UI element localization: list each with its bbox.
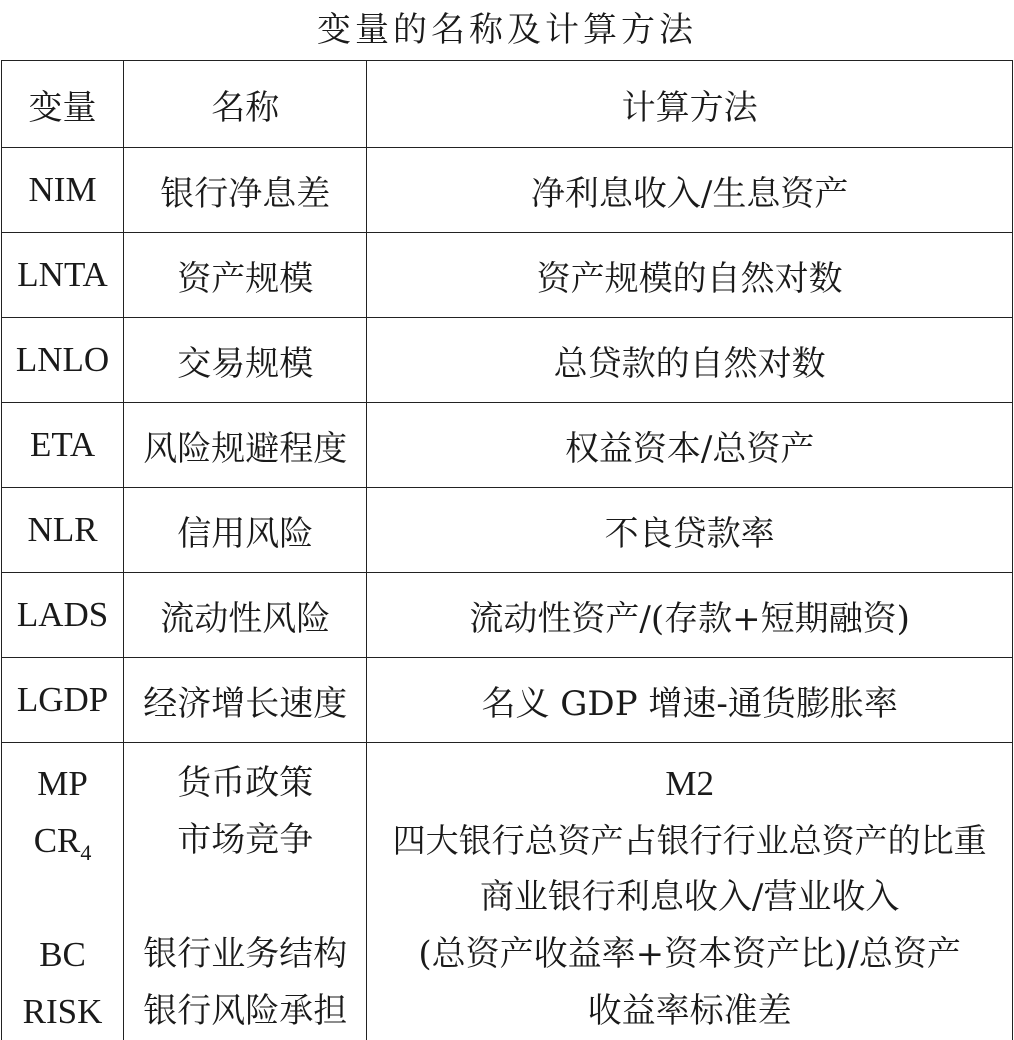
variable-cell: ETA bbox=[2, 403, 124, 488]
table-row bbox=[2, 148, 1013, 233]
method-line: 四大银行总资产占银行行业总资产的比重 bbox=[367, 812, 1012, 869]
table-row bbox=[2, 488, 1013, 573]
variable-cell: NLR bbox=[2, 488, 124, 573]
variable-cell: LNTA bbox=[2, 233, 124, 318]
method-line: (总资产收益率+资本资产比)/总资产 bbox=[367, 926, 1012, 983]
variable-line: MP bbox=[2, 755, 123, 812]
method-line: 商业银行利息收入/营业收入 bbox=[367, 869, 1012, 926]
method-cell: 资产规模的自然对数 bbox=[367, 233, 1013, 318]
name-cell: 交易规模 bbox=[124, 318, 367, 403]
method-cell: 总贷款的自然对数 bbox=[367, 318, 1013, 403]
variable-text: CR bbox=[34, 821, 81, 860]
method-line: M2 bbox=[367, 755, 1012, 812]
variable-line: BC bbox=[2, 926, 123, 983]
method-cell: 不良贷款率 bbox=[367, 488, 1013, 573]
name-cell: 信用风险 bbox=[124, 488, 367, 573]
header-name: 名称 bbox=[124, 61, 367, 148]
method-line: 收益率标准差 bbox=[367, 983, 1012, 1040]
table-row bbox=[2, 658, 1013, 743]
table-row bbox=[2, 233, 1013, 318]
table-header-row bbox=[2, 61, 1013, 148]
name-cell: 银行净息差 bbox=[124, 148, 367, 233]
name-cell: 经济增长速度 bbox=[124, 658, 367, 743]
table-title: 变量的名称及计算方法 bbox=[0, 8, 1014, 52]
header-variable: 变量 bbox=[2, 61, 124, 148]
method-cell: 流动性资产/(存款+短期融资) bbox=[367, 573, 1013, 658]
name-cell: 风险规避程度 bbox=[124, 403, 367, 488]
variable-line: RISK bbox=[2, 983, 123, 1040]
name-line: 银行风险承担 bbox=[124, 983, 366, 1040]
name-line: 银行业务结构 bbox=[124, 926, 366, 983]
table-row-group bbox=[2, 743, 1013, 1040]
name-line: 货币政策 bbox=[124, 755, 366, 812]
table-row bbox=[2, 318, 1013, 403]
header-method: 计算方法 bbox=[367, 61, 1013, 148]
name-cell: 流动性风险 bbox=[124, 573, 367, 658]
table-row bbox=[2, 573, 1013, 658]
variable-cell: LNLO bbox=[2, 318, 124, 403]
variable-cell: NIM bbox=[2, 148, 124, 233]
name-cell bbox=[124, 743, 367, 1040]
table-row bbox=[2, 403, 1013, 488]
variable-line bbox=[2, 812, 123, 869]
method-cell: 名义 GDP 增速-通货膨胀率 bbox=[367, 658, 1013, 743]
variable-subscript: 4 bbox=[80, 840, 91, 865]
name-line bbox=[124, 869, 366, 926]
name-line: 市场竞争 bbox=[124, 812, 366, 869]
method-cell: 净利息收入/生息资产 bbox=[367, 148, 1013, 233]
variable-cell: LGDP bbox=[2, 658, 124, 743]
name-cell: 资产规模 bbox=[124, 233, 367, 318]
variable-cell bbox=[2, 743, 124, 1040]
variables-table bbox=[1, 60, 1013, 1040]
variable-line bbox=[2, 869, 123, 926]
method-cell: 权益资本/总资产 bbox=[367, 403, 1013, 488]
method-cell bbox=[367, 743, 1013, 1040]
variable-cell: LADS bbox=[2, 573, 124, 658]
